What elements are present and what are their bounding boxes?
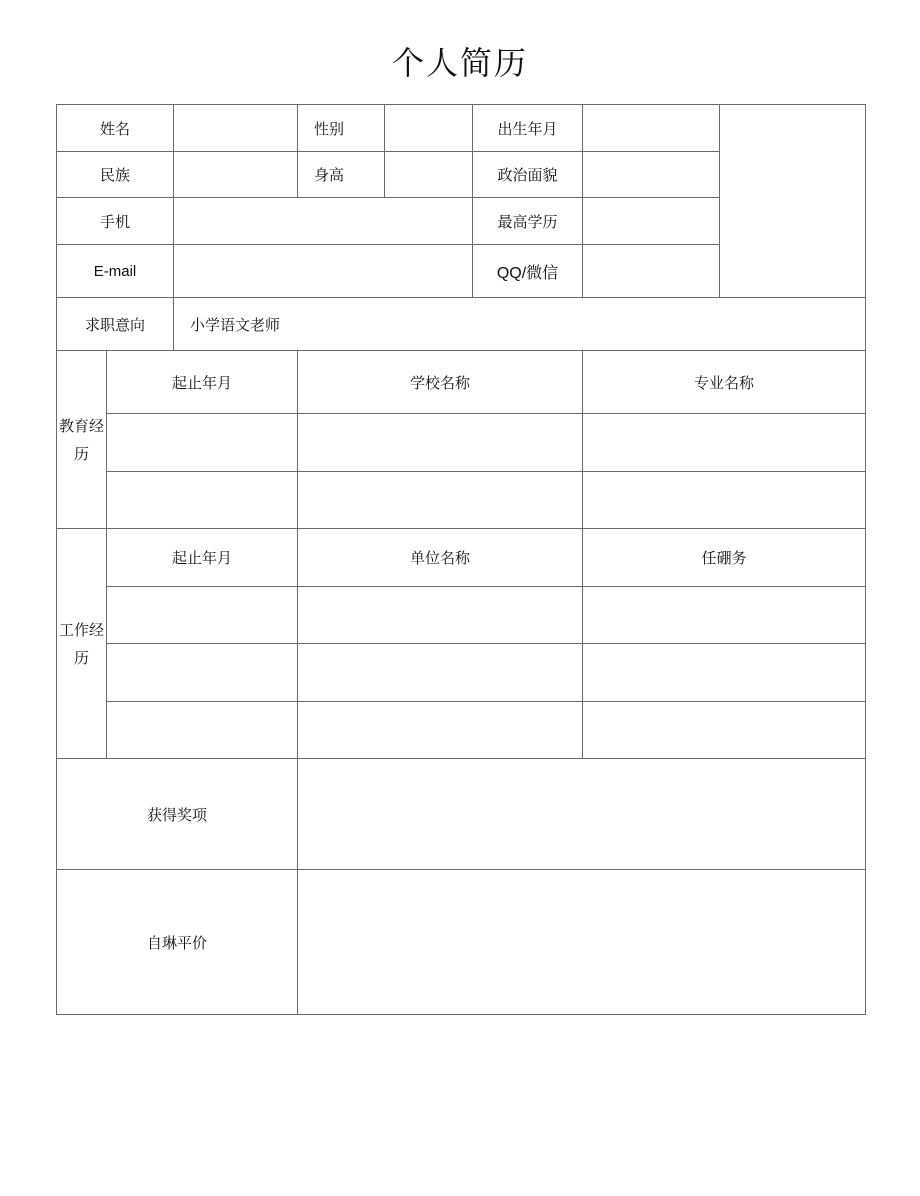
work-company-field[interactable]	[298, 644, 583, 702]
birth-field[interactable]	[583, 105, 720, 152]
work-period-field[interactable]	[107, 644, 298, 702]
work-company-field[interactable]	[298, 702, 583, 759]
gender-field[interactable]	[385, 105, 473, 152]
education-major-field[interactable]	[583, 414, 866, 472]
education-header-school: 学校名称	[298, 351, 583, 414]
qq-wechat-field[interactable]	[583, 245, 720, 298]
education-school-field[interactable]	[298, 472, 583, 529]
political-label: 政治面貌	[473, 152, 583, 198]
work-row	[57, 644, 866, 702]
phone-field[interactable]	[174, 198, 473, 245]
work-section-label	[57, 529, 107, 759]
name-field[interactable]	[174, 105, 298, 152]
education-level-field[interactable]	[583, 198, 720, 245]
work-header-position: 任硼务	[583, 529, 866, 587]
objective-row	[57, 298, 866, 351]
height-label: 身高	[298, 152, 385, 198]
birth-label: 出生年月	[473, 105, 583, 152]
education-row	[57, 414, 866, 472]
work-position-field[interactable]	[583, 702, 866, 759]
qq-wechat-label: QQ/微信	[473, 245, 583, 298]
education-section-label-line2: 历	[73, 444, 89, 463]
email-label: E-mail	[57, 245, 174, 298]
work-period-field[interactable]	[107, 702, 298, 759]
work-company-field[interactable]	[298, 587, 583, 644]
work-position-field[interactable]	[583, 644, 866, 702]
work-row	[57, 702, 866, 759]
education-header-major: 专业名称	[583, 351, 866, 414]
political-field[interactable]	[583, 152, 720, 198]
work-section-label-line2: 历	[73, 648, 89, 667]
ethnicity-label: 民族	[57, 152, 174, 198]
work-row	[57, 587, 866, 644]
work-header-row	[57, 529, 866, 587]
education-section-label-line1: 教育经	[58, 416, 104, 435]
work-position-field[interactable]	[583, 587, 866, 644]
self-evaluation-field[interactable]	[298, 870, 866, 1015]
resume-table	[56, 104, 866, 1015]
gender-label: 性别	[298, 105, 385, 152]
objective-label: 求职意向	[57, 298, 174, 351]
work-header-period: 起止年月	[107, 529, 298, 587]
education-section-label	[57, 351, 107, 529]
education-period-field[interactable]	[107, 414, 298, 472]
objective-value[interactable]: 小学语文老师	[174, 298, 866, 351]
self-evaluation-row	[57, 870, 866, 1015]
phone-label: 手机	[57, 198, 174, 245]
education-period-field[interactable]	[107, 472, 298, 529]
awards-field[interactable]	[298, 759, 866, 870]
education-school-field[interactable]	[298, 414, 583, 472]
page-title: 个人简历	[391, 44, 528, 82]
work-section-label-line1: 工作经	[58, 620, 104, 639]
education-header-period: 起止年月	[107, 351, 298, 414]
email-field[interactable]	[174, 245, 473, 298]
work-header-company: 单位名称	[298, 529, 583, 587]
self-evaluation-label: 自琳平价	[57, 870, 298, 1015]
work-period-field[interactable]	[107, 587, 298, 644]
name-label: 姓名	[57, 105, 174, 152]
awards-label: 获得奖项	[57, 759, 298, 870]
education-major-field[interactable]	[583, 472, 866, 529]
height-field[interactable]	[385, 152, 473, 198]
basic-row-1	[57, 105, 866, 152]
photo-box[interactable]	[720, 105, 866, 298]
awards-row	[57, 759, 866, 870]
education-header-row	[57, 351, 866, 414]
education-row	[57, 472, 866, 529]
ethnicity-field[interactable]	[174, 152, 298, 198]
education-level-label: 最高学历	[473, 198, 583, 245]
